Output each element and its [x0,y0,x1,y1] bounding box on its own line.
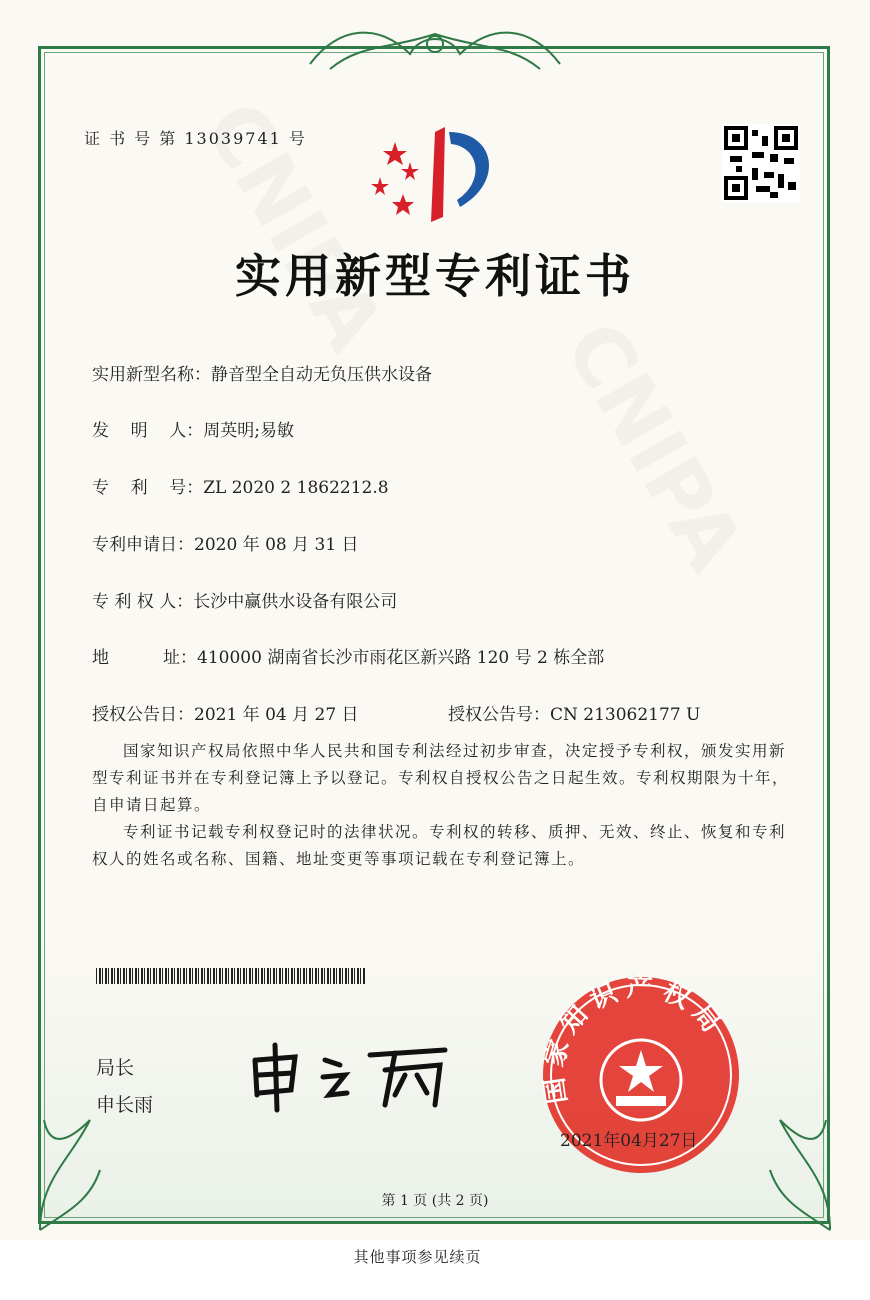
field-utility-model-name [92,360,432,385]
field-label: 发 明 人： [92,421,204,441]
seal-date: 2021年04月27日 [560,1131,698,1151]
certificate-number-suffix: 号 [288,129,307,148]
statement-text [92,738,792,873]
field-publication-number [448,700,700,725]
field-inventor [92,416,294,441]
signatory-name: 申长雨 [96,1094,154,1116]
field-label: 专 利 号： [92,478,204,498]
handwritten-signature [245,1035,455,1115]
field-value: 2021 年 04 月 27 日 [194,705,359,725]
page-title: 实用新型专利证书 [235,249,635,303]
field-label: 专 利 权 人： [92,592,194,612]
field-patentee [92,587,397,612]
field-label: 专利申请日： [92,535,194,555]
field-application-date [92,530,359,555]
field-value: 长沙中赢供水设备有限公司 [193,592,398,612]
cnipa-logo [365,122,515,232]
field-patent-number [92,473,389,498]
field-value: 静音型全自动无负压供水设备 [211,365,432,385]
certificate-number-label: 证 书 号 第 [84,129,178,148]
seal-text: 国家知识产权局 [538,973,732,1106]
barcode [96,968,366,984]
qr-code [722,124,800,202]
field-value: 410000 湖南省长沙市雨花区新兴路 120 号 2 栋全部 [197,648,605,668]
corner-ornament-right [760,1080,840,1240]
field-grant-date [92,700,359,725]
field-value: CN 213062177 U [550,705,701,725]
field-value: ZL 2020 2 1862212.8 [203,478,389,498]
field-label: 授权公告日： [92,705,194,725]
certificate-number-value: 13039741 [184,129,282,148]
field-address [92,643,604,668]
continued-note: 其他事项参见续页 [335,1240,500,1274]
field-value: 周英明;易敏 [203,421,294,441]
signatory-role: 局长 [96,1057,135,1079]
page-indicator: 第 1 页 (共 2 页) [381,1193,489,1209]
field-label: 授权公告号： [448,705,550,725]
statement-paragraph: 国家知识产权局依照中华人民共和国专利法经过初步审查，决定授予专利权，颁发实用新型专利证书并在专利登记簿上予以登记。专利权自授权公告之日起生效。专利权期限为十年，自申请日起算。 [92,742,790,814]
field-value: 2020 年 08 月 31 日 [194,535,359,555]
certificate-number [84,126,307,149]
top-ornament [300,14,570,84]
field-label: 实用新型名称： [92,365,211,385]
statement-paragraph: 专利证书记载专利权登记时的法律状况。专利权的转移、质押、无效、终止、恢复和专利权人的姓名或名称、国籍、地址变更等事项记载在专利登记簿上。 [92,823,787,868]
field-label: 地 址： [92,648,198,668]
